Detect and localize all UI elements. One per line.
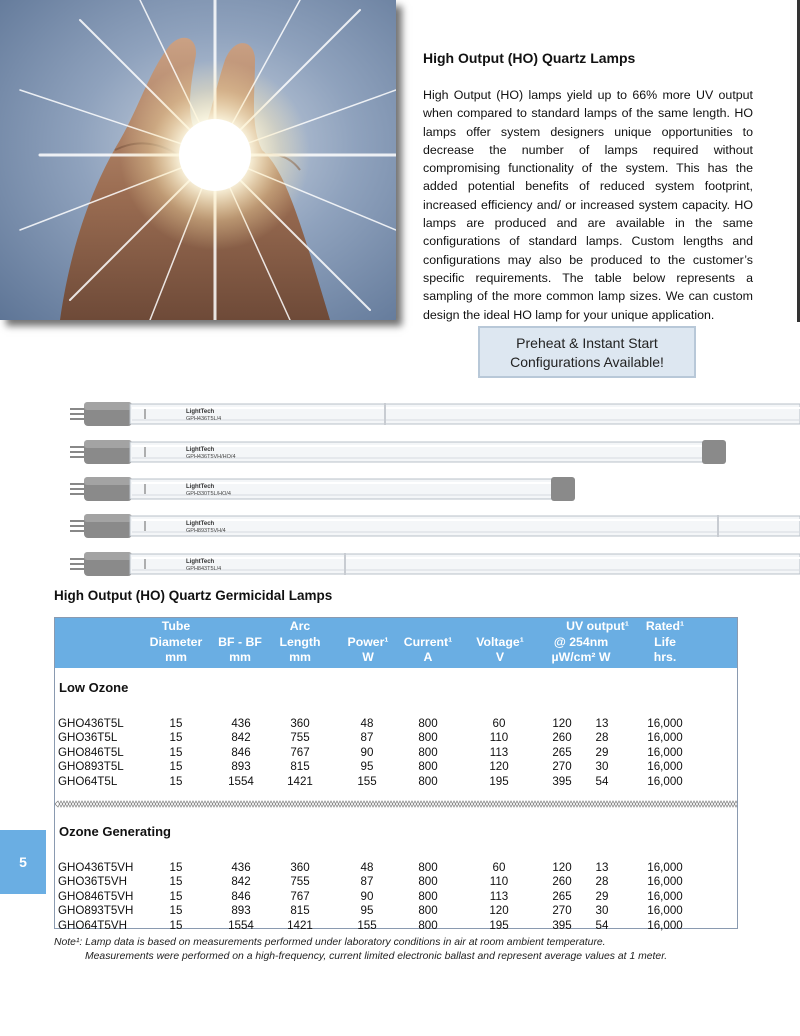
value-cell: 265: [552, 745, 572, 759]
value-cell: 15: [169, 918, 183, 932]
model-cell: GHO846T5L: [58, 745, 124, 759]
value-cell: 120: [489, 760, 509, 774]
header-voltage: Voltage¹ V: [476, 634, 524, 664]
value-cell: 90: [360, 889, 374, 903]
value-cell: 120: [552, 861, 572, 874]
header-arc-length: Arc Length mm: [279, 619, 321, 664]
page-number: 5: [0, 830, 46, 894]
lamp-label: GPH436T5L/4: [186, 416, 222, 422]
configurations-callout: [478, 326, 696, 378]
value-cell: 13: [595, 717, 609, 730]
model-cell: GHO64T5VH: [58, 918, 127, 932]
intro-body: High Output (HO) lamps yield up to 66% more UV output when compared to standard lamps of the same length. HO lamps offer system designers unique opportunities to decrease the number of lamps required without compromising functionality of the system. This has the added potential benefits of reduced system footprint, increased efficiency and/ or increased system capacity. HO lamps are produced and are available in the same configurations of standard lamps. Custom lengths and configurations may also be produced to the customer’s specific requirements. The table below represents a sampling of the more common lamp sizes. We can custom design the ideal HO lamp for your unique application.: [423, 88, 753, 322]
table-title: High Output (HO) Quartz Germicidal Lamps: [54, 588, 333, 603]
value-cell: 846: [231, 889, 251, 903]
value-cell: 755: [290, 875, 310, 889]
value-cell: 436: [231, 717, 251, 730]
value-cell: 360: [290, 717, 310, 730]
footnote-line-2: Measurements were performed on a high-frequency, current limited electronic ballast and represent average values at 1 meter.: [85, 950, 668, 962]
value-cell: 270: [552, 760, 572, 774]
lamp-label: GPH330T5L/HO/4: [186, 491, 231, 497]
value-cell: 800: [418, 861, 438, 874]
lamp-label: GPH843T5L/4: [186, 566, 222, 572]
header-power: Power¹ W: [347, 634, 389, 664]
table-row: [55, 746, 737, 760]
value-cell: 29: [595, 889, 609, 903]
table-row: [55, 861, 737, 875]
table-row: [55, 731, 737, 745]
value-cell: 815: [290, 760, 310, 774]
lamp: [70, 477, 575, 501]
value-cell: 800: [418, 875, 438, 889]
value-cell: 110: [489, 875, 509, 889]
value-cell: 360: [290, 861, 310, 874]
value-cell: 800: [418, 904, 438, 918]
value-cell: 15: [169, 745, 183, 759]
lamp: [70, 402, 800, 426]
model-cell: GHO36T5VH: [58, 875, 127, 889]
value-cell: 60: [492, 861, 506, 874]
lamp-brand: LightTech: [186, 409, 215, 415]
callout-line-2: Configurations Available!: [510, 354, 664, 370]
value-cell: 270: [552, 904, 572, 918]
lamp-brand: LightTech: [186, 559, 215, 565]
model-cell: GHO893T5VH: [58, 904, 134, 918]
value-cell: 155: [357, 774, 377, 788]
value-cell: 15: [169, 760, 183, 774]
intro-section: [423, 50, 753, 324]
lamp-data-table: [54, 617, 738, 932]
value-cell: 800: [418, 731, 438, 745]
value-cell: 16,000: [647, 904, 683, 918]
lamp: [70, 440, 726, 464]
callout-line-1: Preheat & Instant Start: [516, 335, 658, 351]
value-cell: 16,000: [647, 731, 683, 745]
table-row: [55, 775, 737, 789]
value-cell: 15: [169, 889, 183, 903]
value-cell: 29: [595, 745, 609, 759]
value-cell: 16,000: [647, 774, 683, 788]
lamp: [70, 552, 800, 576]
value-cell: 1421: [287, 918, 313, 932]
value-cell: 28: [595, 875, 609, 889]
value-cell: 16,000: [647, 889, 683, 903]
value-cell: 767: [290, 745, 310, 759]
value-cell: 15: [169, 861, 183, 874]
value-cell: 16,000: [647, 745, 683, 759]
value-cell: 54: [595, 774, 609, 788]
value-cell: 800: [418, 774, 438, 788]
value-cell: 800: [418, 889, 438, 903]
value-cell: 195: [489, 918, 509, 932]
value-cell: 893: [231, 904, 251, 918]
header-uv-output: UV output¹ @ 254nm µW/cm² W: [551, 619, 629, 664]
hands-sunburst-illustration: [0, 0, 396, 320]
value-cell: 15: [169, 774, 183, 788]
lamp-label: GPH436T5VH/HO/4: [186, 454, 236, 460]
value-cell: 13: [595, 861, 609, 874]
lamp-brand: LightTech: [186, 447, 215, 453]
value-cell: 16,000: [647, 875, 683, 889]
value-cell: 1421: [287, 774, 313, 788]
model-cell: GHO846T5VH: [58, 889, 134, 903]
value-cell: 16,000: [647, 861, 683, 874]
model-cell: GHO36T5L: [58, 731, 118, 745]
value-cell: 815: [290, 904, 310, 918]
value-cell: 28: [595, 731, 609, 745]
lamp-brand: LightTech: [186, 521, 215, 527]
value-cell: 15: [169, 904, 183, 918]
value-cell: 395: [552, 774, 572, 788]
value-cell: 893: [231, 760, 251, 774]
value-cell: 15: [169, 875, 183, 889]
value-cell: 1554: [228, 774, 254, 788]
value-cell: 60: [492, 717, 506, 730]
lamps-photo: [0, 388, 800, 588]
value-cell: 87: [360, 731, 374, 745]
table-row: [55, 890, 737, 904]
model-cell: GHO436T5VH: [58, 861, 134, 874]
value-cell: 87: [360, 875, 374, 889]
header-current: Current¹ A: [403, 634, 453, 664]
group-title-low-ozone: Low Ozone: [59, 680, 129, 695]
value-cell: 30: [595, 904, 609, 918]
value-cell: 30: [595, 760, 609, 774]
value-cell: 800: [418, 760, 438, 774]
value-cell: 16,000: [647, 760, 683, 774]
value-cell: 800: [418, 717, 438, 730]
table-header: [55, 618, 737, 668]
value-cell: 195: [489, 774, 509, 788]
value-cell: 95: [360, 760, 374, 774]
table-row: [55, 904, 737, 918]
value-cell: 110: [489, 731, 509, 745]
hero-photo-hands-light: [0, 0, 396, 320]
lamp: [70, 514, 800, 538]
value-cell: 1554: [228, 918, 254, 932]
value-cell: 800: [418, 745, 438, 759]
group-title-ozone-generating: Ozone Generating: [59, 824, 171, 839]
table-row: [55, 717, 737, 731]
table-row: [55, 919, 737, 933]
value-cell: 90: [360, 745, 374, 759]
model-cell: GHO64T5L: [58, 774, 118, 788]
header-tube-diameter: Tube Diameter mm: [149, 619, 203, 664]
table-row: [55, 875, 737, 889]
value-cell: 120: [552, 717, 572, 730]
value-cell: 48: [360, 861, 374, 874]
value-cell: 755: [290, 731, 310, 745]
lamp-brand: LightTech: [186, 484, 215, 490]
model-cell: GHO893T5L: [58, 760, 124, 774]
header-bf-bf: BF - BF mm: [218, 634, 262, 664]
value-cell: 800: [418, 918, 438, 932]
value-cell: 842: [231, 731, 251, 745]
value-cell: 16,000: [647, 918, 683, 932]
footnote-line-1: Note¹: Lamp data is based on measurements performed under laboratory conditions in air at room ambient temperature.: [54, 937, 606, 948]
footnote: [54, 936, 667, 963]
value-cell: 48: [360, 717, 374, 730]
value-cell: 265: [552, 889, 572, 903]
value-cell: 155: [357, 918, 377, 932]
value-cell: 846: [231, 745, 251, 759]
value-cell: 15: [169, 717, 183, 730]
value-cell: 16,000: [647, 717, 683, 730]
value-cell: 260: [552, 875, 572, 889]
value-cell: 113: [489, 745, 509, 759]
intro-title: High Output (HO) Quartz Lamps: [423, 50, 636, 66]
value-cell: 842: [231, 875, 251, 889]
header-rated-life: Rated¹ Life hrs.: [645, 619, 685, 664]
lamp-label: GPH893T5VH/4: [186, 528, 226, 534]
value-cell: 95: [360, 904, 374, 918]
zigzag-separator: [55, 800, 737, 808]
value-cell: 260: [552, 731, 572, 745]
value-cell: 436: [231, 861, 251, 874]
value-cell: 767: [290, 889, 310, 903]
model-cell: GHO436T5L: [58, 717, 124, 730]
table-row: [55, 760, 737, 774]
value-cell: 395: [552, 918, 572, 932]
value-cell: 15: [169, 731, 183, 745]
value-cell: 120: [489, 904, 509, 918]
value-cell: 54: [595, 918, 609, 932]
value-cell: 113: [489, 889, 509, 903]
